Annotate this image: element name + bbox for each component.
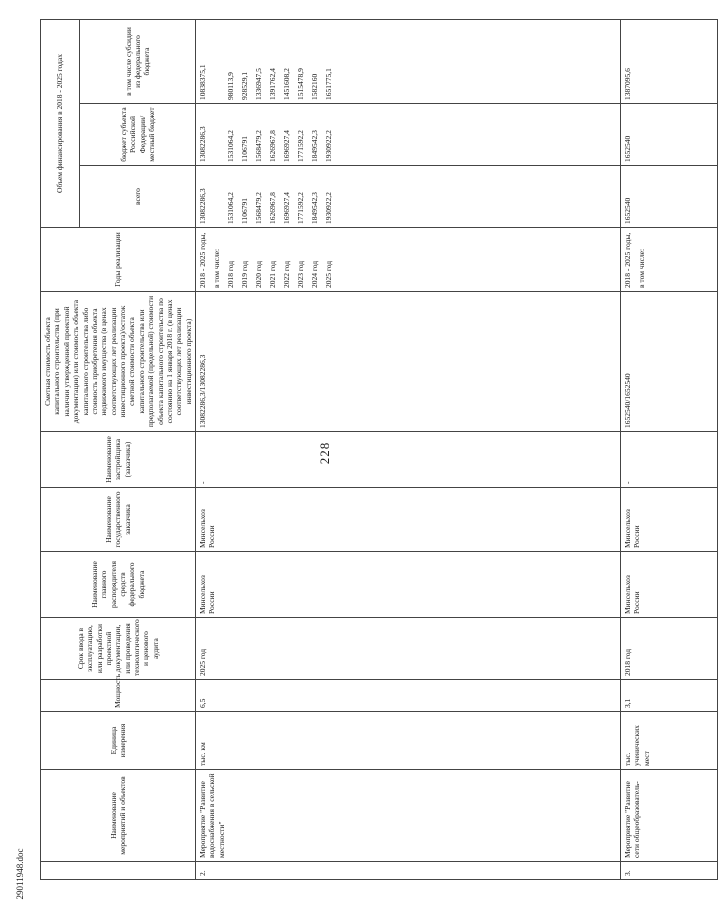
row-estimated-cost: 13082286,3/13082286,3 [196,292,621,432]
header-regional-budget: бюджет субъекта Российской Федерации/ местный бюджет [80,104,196,166]
total-cell: 1568479,2 [254,192,263,224]
regional-cell: 1696927,4 [282,130,291,162]
header-estimated-cost: Сметная стоимость объекта капитального строительства (при наличии утвержденной проектной документации) или стоимость объекта капитального строительства либо стоимость приобретения объекта недвижимого имущества (в ценах соответствующих лет реализации инвестиционного проекта)/остаток сметной стоимости объекта капитального строительства или предполагаемой (предельной) стоимости объекта капитального строительства по состоянию на 1 января 2018 г. (в ценах соответствующих лет реализации инвестиционного проекта) [41,292,196,432]
subsidy-cell: 1582160 [310,73,319,100]
total-cell: 13082286,3 [198,188,207,224]
year-cell: 2024 год [310,260,319,288]
regional-cell: 1849542,3 [310,130,319,162]
header-state-customer: Наименование государственного заказчика [41,488,196,552]
subsidy-cell: 1451608,2 [282,68,291,100]
row-total [196,166,621,228]
year-cell: 2018 - 2025 годы, [198,232,207,288]
year-cell: 2021 год [268,260,277,288]
row-main-manager: Минсельхоз России [621,552,718,618]
header-unit: Единица измерения [41,712,196,770]
total-cell: 1696927,4 [282,192,291,224]
total-cell: 1849542,3 [310,192,319,224]
subsidy-cell: 1515478,9 [296,68,305,100]
subsidy-cell: 1336947,5 [254,68,263,100]
subsidy-cell: 10838375,1 [198,64,207,100]
row-main-manager: Минсельхоз России [196,552,621,618]
row-developer: - [621,432,718,488]
financing-table [40,19,718,880]
row-deadline: 2025 год [196,618,621,680]
header-capacity: Мощность [41,680,196,712]
year-cell: в том числе: [212,248,221,288]
row-state-customer: Минсельхоз России [621,488,718,552]
row-developer: - [196,432,621,488]
subsidy-cell: 980113,9 [226,72,235,100]
regional-cell [212,107,226,162]
year-cell: 2023 год [296,260,305,288]
row-subsidies [196,19,621,103]
subsidy-cell [212,23,226,100]
row-capacity: 6,5 [196,680,621,712]
year-cell: 2020 год [254,260,263,288]
row-unit: тыс. км [196,712,621,770]
row-years [196,228,621,292]
year-cell: в том числе: [637,248,647,288]
header-row-1 [41,19,80,879]
row-name: Мероприятие "Развитие сети общеобразователь- [621,770,718,862]
regional-cell: 1531064,2 [226,130,235,162]
regional-cell: 1652540 [623,135,633,162]
total-cell: 1531064,2 [226,192,235,224]
row-number: 3. [621,862,718,880]
regional-cell: 13082286,3 [198,126,207,162]
row-estimated-cost: 1652540/1652540 [621,292,718,432]
total-cell: 1652540 [623,197,633,224]
document-footer: 29011948.doc [15,848,25,900]
total-cell: 1106791 [240,198,249,224]
subsidy-cell: 1651775,1 [324,68,333,100]
total-cell [212,169,226,224]
year-cell: 2022 год [282,260,291,288]
row-number: 2. [196,862,621,880]
subsidy-cell: 1391762,4 [268,68,277,100]
row-unit: тыс. ученических мест [621,712,718,770]
header-no [41,862,196,880]
regional-cell: 1930922,2 [324,130,333,162]
header-developer: Наименование застройщика (заказчика) [41,432,196,488]
table-row [196,19,621,879]
row-regional [196,104,621,166]
row-subsidies [621,19,718,103]
header-subsidies: в том числе субсидии из федерального бюджета [80,19,196,103]
row-years [621,228,718,292]
total-cell: 1626967,8 [268,192,277,224]
subsidy-cell: 928529,1 [240,71,249,100]
row-state-customer: Минсельхоз России [196,488,621,552]
regional-cell: 1771592,2 [296,130,305,162]
table-row [621,19,718,879]
year-cell: 2018 год [226,260,235,288]
row-capacity: 3,1 [621,680,718,712]
total-cell: 1771592,2 [296,192,305,224]
year-cell: 2018 - 2025 годы, [623,232,633,288]
row-name: Мероприятие "Развитие водоснабжения в сельской местности" [196,770,621,862]
subsidy-cell: 1387095,6 [623,68,633,100]
page-number: 228 [317,441,332,465]
regional-cell: 1106791 [240,136,249,162]
regional-cell: 1568479,2 [254,130,263,162]
row-total [621,166,718,228]
regional-cell: 1626967,8 [268,130,277,162]
header-years: Годы реализации [41,228,196,292]
total-cell: 1930922,2 [324,192,333,224]
year-cell: 2019 год [240,260,249,288]
header-name: Наименование мероприятий и объектов [41,770,196,862]
header-total: всего [80,166,196,228]
header-main-manager: Наименование главного распорядителя средств федерального бюджета [41,552,196,618]
header-funding-group: Объем финансирования в 2018 - 2025 годах [41,19,80,227]
row-deadline: 2018 год [621,618,718,680]
year-cell: 2025 год [324,260,333,288]
row-regional [621,104,718,166]
header-deadline: Срок ввода в эксплуатацию, или разработки проектной документации, или проведения технологического и ценового аудита [41,618,196,680]
rotated-table-canvas [40,20,651,880]
